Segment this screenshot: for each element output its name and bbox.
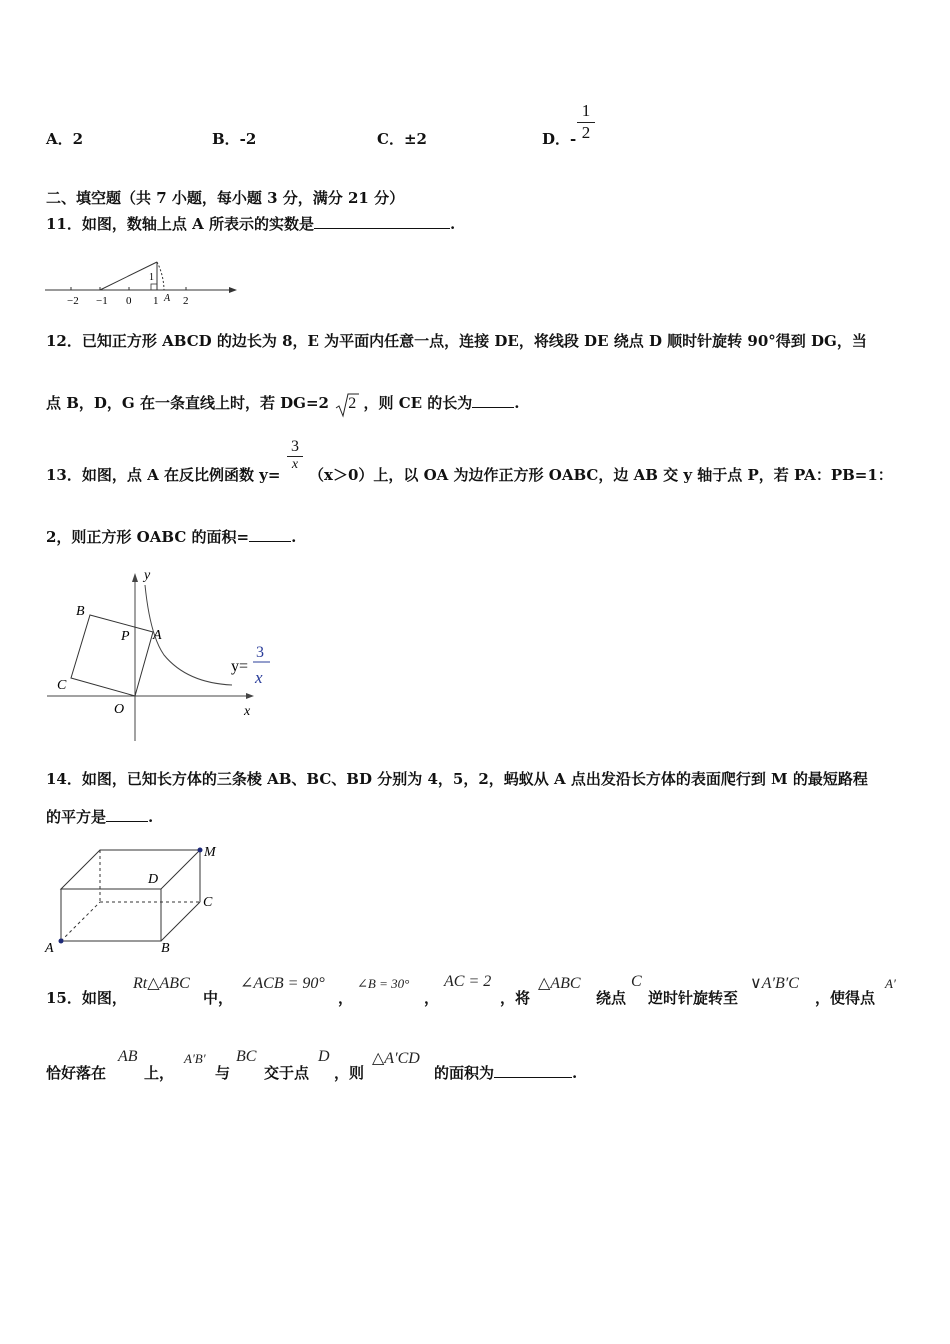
tick-label-0: 0 [126,295,132,307]
x-axis-arrow-icon [246,693,254,699]
q15-ac: AC = 2 [444,973,492,990]
option-c: C．±2 [377,130,427,148]
q13-frac-den: x [287,456,303,473]
q15-end: . [572,1064,578,1082]
q13-line2 [46,526,296,547]
label-p: P [121,629,130,644]
label-a: A [153,628,162,643]
q15-area-line [434,1062,577,1083]
eq-denominator: x [255,668,263,687]
hidden-edge-diagonal [61,902,100,941]
eq-prefix: y= [231,658,249,675]
option-d-prefix: D．- [542,130,577,148]
q15-a-prime: A′ [885,976,896,991]
q13-frac-num: 3 [291,438,299,455]
compass-arc [157,262,164,290]
q15-angle-acb: ∠ACB = 90° [240,975,325,992]
q12-end: . [514,394,520,412]
q14-answer-blank[interactable] [106,807,148,822]
q15-point-d: D [318,1048,330,1065]
q15-comma1: ， [338,989,354,1007]
option-d-numerator: 1 [581,101,591,120]
square-oabc [71,615,153,696]
q15-apbp: A′B′ [184,1051,206,1066]
q15-bc: BC [236,1048,257,1065]
label-a: A [45,941,54,955]
q15-jiaoyu: 交于点 [264,1064,310,1082]
label-c: C [57,678,67,693]
q12-line2 [46,392,520,413]
q13-figure [42,565,282,745]
cuboid-right-bottom-edge [161,902,200,941]
q13-answer-blank[interactable] [249,527,291,542]
q14-line1: 14．如图，已知长方体的三条棱 AB、BC、BD 分别为 4，5，2，蚂蚁从 A 点出发沿长方体的表面爬行到 M 的最短路程 [46,770,868,788]
label-x: x [244,704,251,719]
y-axis-arrow-icon [132,573,138,582]
tick-label-2: 2 [183,295,189,307]
q15-raodian: 绕点 [596,989,627,1007]
label-d: D [148,872,159,887]
eq-numerator: 3 [256,644,264,661]
q14-cuboid-figure [40,840,230,955]
q15-rt-abc: Rt△ABC [133,975,190,992]
q11-stem: 11．如图，数轴上点 A 所表示的实数是 [46,215,314,233]
q13-line1-end: （x＞0）上，以 OA 为边作正方形 OABC，边 AB 交 y 轴于点 P，若 PA：PB=1： [309,466,893,484]
section-title: 二、填空题（共 7 小题，每小题 3 分，满分 21 分） [46,189,405,207]
q14-line2-text: 的平方是 [46,808,107,826]
q13-fraction [287,438,303,473]
axis-arrow-icon [229,287,237,293]
label-b: B [161,941,170,955]
q12-line2-start: 点 B，D，G 在一条直线上时，若 DG=2 [46,394,329,412]
cuboid-front-face [61,889,161,941]
point-a-label: A [164,293,171,304]
q15-triangle-prime: ∨A′B′C [750,975,799,992]
q11-text [46,213,455,234]
sqrt-argument: 2 [348,395,357,412]
sqrt-radical-icon [334,392,360,420]
label-m: M [204,845,216,860]
tick-label-neg2: −2 [67,295,79,307]
q14-line2 [46,806,153,827]
q13-line1-start: 13．如图，点 A 在反比例函数 y= [46,466,281,484]
q15-prefix: 15．如图， [46,989,127,1007]
q15-triangle-abc: △ABC [538,975,581,992]
q11-end: . [449,215,456,233]
q15-ze: ，则 [334,1064,365,1082]
q14-end: . [148,808,154,826]
q15-area-text: 的面积为 [434,1064,495,1082]
q15-triangle-acd: △A′CD [372,1050,420,1067]
q11-answer-blank[interactable] [314,214,450,229]
side-length-label: 1 [149,272,154,283]
q15-ab: AB [118,1048,138,1065]
label-o: O [114,702,125,717]
option-b: B．-2 [212,130,257,148]
q15-shang: 上， [144,1064,175,1082]
q15-qiahao: 恰好落在 [46,1064,107,1082]
q15-shide: ，使得点 [815,989,876,1007]
point-m-dot [198,848,203,853]
label-y: y [144,568,151,583]
q15-angle-b: ∠B = 30° [357,976,410,991]
q15-zhong: 中， [203,989,234,1007]
q15-yu: 与 [215,1064,231,1082]
q12-line1: 12．已知正方形 ABCD 的边长为 8，E 为平面内任意一点，连接 DE，将线段 DE 绕点 D 顺时针旋转 90°得到 DG，当 [46,332,867,350]
q15-point-c: C [631,973,642,990]
q11-number-line-figure [40,250,250,310]
q15-answer-blank[interactable] [494,1063,572,1078]
q12-answer-blank[interactable] [472,393,514,408]
q15-jiang: ，将 [500,989,531,1007]
option-d [542,128,576,149]
q12-line2-mid: ，则 CE 的长为 [363,394,473,412]
label-c: C [203,895,213,910]
option-a: A．2 [46,130,84,148]
tick-label-1: 1 [153,295,159,307]
q13-end: . [291,528,297,546]
point-a-dot [59,939,64,944]
q13-line2-text: 2，则正方形 OABC 的面积= [46,528,250,546]
q15-comma2: ， [424,989,440,1007]
cuboid-top-face [61,850,200,889]
option-d-denominator: 2 [577,122,595,143]
tick-label-neg1: −1 [96,295,108,307]
right-angle-mark [151,284,157,290]
option-d-fraction [577,101,595,143]
label-b: B [76,604,85,619]
q15-rotate: 逆时针旋转至 [648,989,739,1007]
